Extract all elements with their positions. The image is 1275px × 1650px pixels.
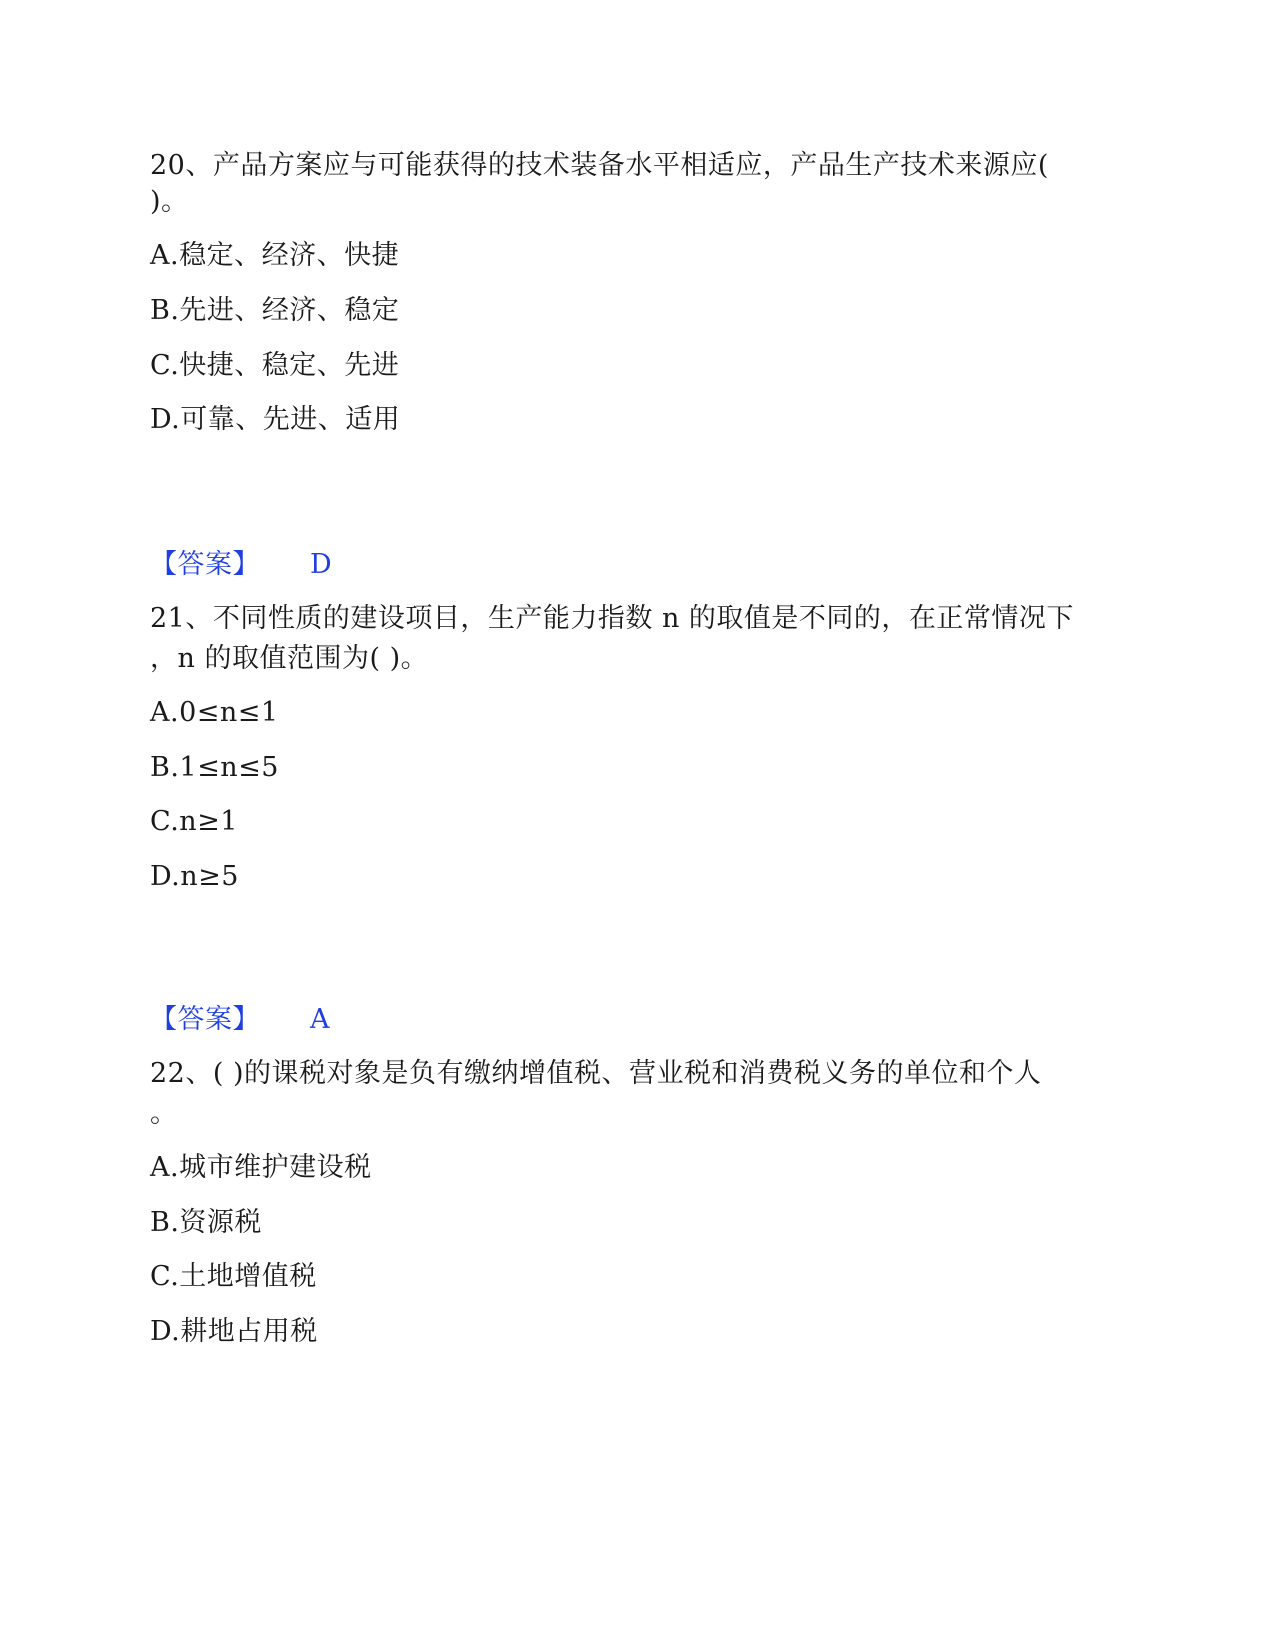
- answer-value: D: [310, 549, 333, 580]
- question-20-option-c: C.快捷、稳定、先进: [150, 350, 400, 381]
- question-20-option-a: A.稳定、经济、快捷: [150, 240, 400, 271]
- question-21-option-b: B.1≤n≤5: [150, 752, 279, 783]
- question-22-option-c: C.土地增值税: [150, 1261, 317, 1292]
- question-22-option-a: A.城市维护建设税: [150, 1152, 372, 1183]
- question-20-option-d: D.可靠、先进、适用: [150, 404, 401, 435]
- question-21-stem-line-1: 21、不同性质的建设项目，生产能力指数 n 的取值是不同的，在正常情况下: [150, 603, 1074, 634]
- question-21-option-c: C.n≥1: [150, 806, 238, 837]
- question-20-answer-row: [150, 547, 333, 583]
- answer-value: A: [310, 1004, 330, 1035]
- question-22-option-b: B.资源税: [150, 1207, 262, 1238]
- answer-label: 【答案】: [150, 549, 260, 580]
- question-21-stem-line-2: ，n 的取值范围为( )。: [150, 643, 429, 674]
- question-20-stem-line-2: )。: [150, 186, 189, 217]
- question-21-option-a: A.0≤n≤1: [150, 697, 279, 728]
- question-22-stem-line-2: 。: [150, 1098, 178, 1129]
- question-21-answer-row: [150, 1002, 330, 1038]
- question-22-stem-line-1: 22、( )的课税对象是负有缴纳增值税、营业税和消费税义务的单位和个人: [150, 1058, 1042, 1089]
- question-22-option-d: D.耕地占用税: [150, 1316, 318, 1347]
- question-20-option-b: B.先进、经济、稳定: [150, 295, 400, 326]
- question-21-option-d: D.n≥5: [150, 861, 239, 892]
- question-20-stem-line-1: 20、产品方案应与可能获得的技术装备水平相适应，产品生产技术来源应(: [150, 150, 1049, 181]
- answer-label: 【答案】: [150, 1004, 260, 1035]
